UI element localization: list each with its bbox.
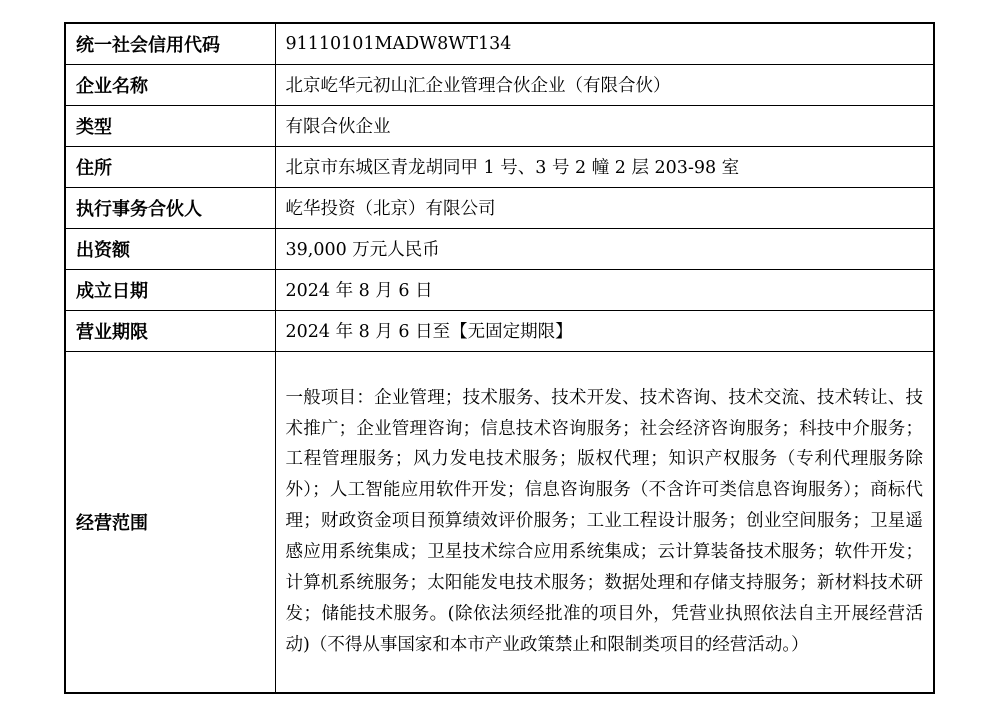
credit-code-label: 统一社会信用代码 <box>65 23 275 64</box>
business-scope-value: 一般项目：企业管理；技术服务、技术开发、技术咨询、技术交流、技术转让、技术推广；企业管理咨询；信息技术咨询服务；社会经济咨询服务；科技中介服务；工程管理服务；风力发电技术服务；版权代理；知识产权服务（专利代理服务除外）；人工智能应用软件开发；信息咨询服务（不含许可类信息咨询服务）；商标代理；财政资金项目预算绩效评价服务；工业工程设计服务；创业空间服务；卫星遥感应用系统集成；卫星技术综合应用系统集成；云计算装备技术服务；软件开发；计算机系统服务；太阳能发电技术服务；数据处理和存储支持服务；新材料技术研发；储能技术服务。(除依法须经批准的项目外，凭营业执照依法自主开展经营活动)（不得从事国家和本市产业政策禁止和限制类项目的经营活动。） <box>275 351 934 693</box>
established-date-value: 2024 年 8 月 6 日 <box>275 269 934 310</box>
table-row <box>65 23 934 64</box>
business-term-label: 营业期限 <box>65 310 275 351</box>
company-name-label: 企业名称 <box>65 64 275 105</box>
table-row <box>65 105 934 146</box>
company-name-value: 北京屹华元初山汇企业管理合伙企业（有限合伙） <box>275 64 934 105</box>
business-term-value: 2024 年 8 月 6 日至【无固定期限】 <box>275 310 934 351</box>
table-row <box>65 64 934 105</box>
type-label: 类型 <box>65 105 275 146</box>
business-scope-label: 经营范围 <box>65 351 275 693</box>
table-row <box>65 187 934 228</box>
table-row <box>65 146 934 187</box>
table-row <box>65 269 934 310</box>
managing-partner-label: 执行事务合伙人 <box>65 187 275 228</box>
capital-value: 39,000 万元人民币 <box>275 228 934 269</box>
table-row <box>65 228 934 269</box>
established-date-label: 成立日期 <box>65 269 275 310</box>
address-label: 住所 <box>65 146 275 187</box>
address-value: 北京市东城区青龙胡同甲 1 号、3 号 2 幢 2 层 203-98 室 <box>275 146 934 187</box>
table-row <box>65 310 934 351</box>
table-row <box>65 351 934 693</box>
capital-label: 出资额 <box>65 228 275 269</box>
credit-code-value: 91110101MADW8WT134 <box>275 23 934 64</box>
managing-partner-value: 屹华投资（北京）有限公司 <box>275 187 934 228</box>
enterprise-info-table <box>64 22 935 694</box>
type-value: 有限合伙企业 <box>275 105 934 146</box>
